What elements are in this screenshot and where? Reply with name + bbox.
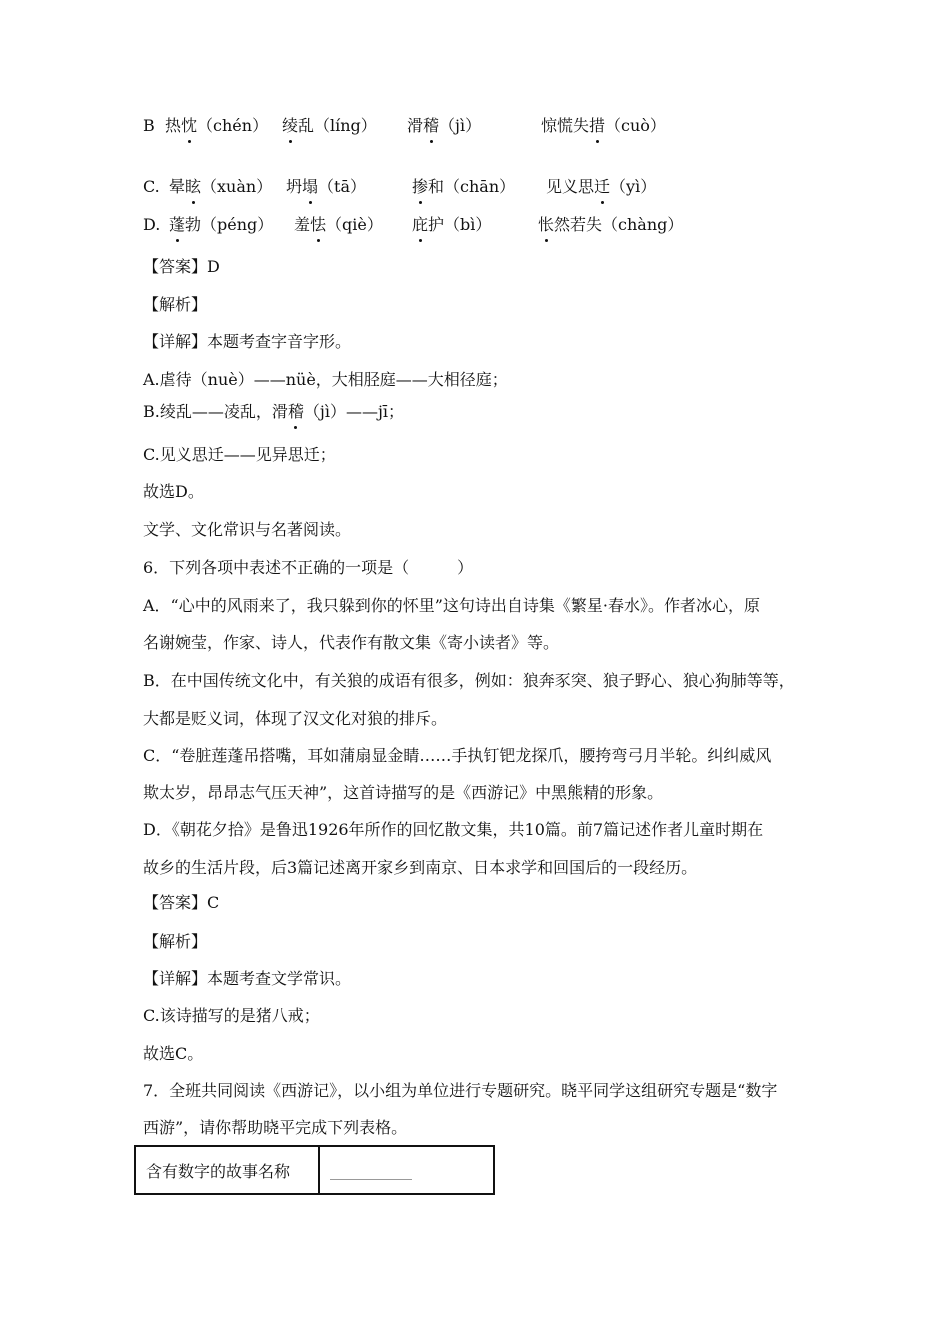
q6-analysis-line-c: C.该诗描写的是猪八戒； [143, 1006, 320, 1025]
q6-option-a-line2: 名谢婉莹，作家、诗人，代表作有散文集《寄小读者》等。 [143, 633, 560, 652]
q6-option-c-line1: C．“卷脏莲蓬吊搭嘴，耳如蒲扇显金睛……手执钉钯龙探爪，腰挎弯弓月半轮。纠纠威风 [143, 746, 772, 765]
q5-analysis-line-b: B.绫乱——凌乱，滑稽（jì）——jī； [143, 402, 405, 421]
q6-detail: 【详解】本题考查文学常识。 [143, 969, 352, 988]
q6-choice: 故选C。 [143, 1044, 204, 1063]
emphasis-dot-char: 稽 [287, 402, 304, 421]
option-item: 怅然若失（chàng） [538, 215, 684, 234]
q7-stem-line1: 7．全班共同阅读《西游记》，以小组为单位进行专题研究。晓平同学这组研究专题是“数字 [143, 1081, 778, 1100]
q5-analysis-line-c: C.见义思迁——见异思迁； [143, 445, 336, 464]
emphasis-dot-char: 怅 [538, 215, 555, 234]
table-row [135, 1146, 494, 1194]
option-item: 掺和（chān） [412, 177, 516, 196]
option-item: 惊慌失措（cuò） [541, 116, 666, 135]
q6-stem: 6．下列各项中表述不正确的一项是（ ） [143, 558, 474, 577]
option-item: 晕眩（xuàn） [169, 177, 273, 196]
q7-answer-table [134, 1145, 495, 1195]
option-item: 热忱（chén） [165, 116, 269, 135]
option-label: C. [143, 177, 160, 196]
option-item: 见义思迁（yì） [546, 177, 657, 196]
table-answer-cell [319, 1146, 494, 1194]
q5-answer: 【答案】D [143, 257, 220, 276]
q6-answer: 【答案】C [143, 893, 220, 912]
q6-option-d-line1: D．《朝花夕拾》是鲁迅1926年所作的回忆散文集，共10篇。前7篇记述作者儿童时期在 [143, 820, 764, 839]
q5-analysis-line-a: A.虐待（nuè）——nüè，大相胫庭——大相径庭； [143, 370, 508, 389]
q5-detail: 【详解】本题考查字音字形。 [143, 332, 352, 351]
option-item: 滑稽（jì） [407, 116, 482, 135]
table-label-cell: 含有数字的故事名称 [135, 1146, 319, 1194]
option-item: 庇护（bì） [412, 215, 492, 234]
emphasis-dot-char: 怯 [310, 215, 327, 234]
q6-option-b-line1: B．在中国传统文化中，有关狼的成语有很多，例如：狼奔豕突、狼子野心、狼心狗肺等等， [143, 671, 795, 690]
q6-option-b-line2: 大都是贬义词，体现了汉文化对狼的排斥。 [143, 709, 448, 728]
q6-option-a-line1: A．“心中的风雨来了，我只躲到你的怀里”这句诗出自诗集《繁星·春水》。作者冰心，原 [143, 596, 761, 615]
option-label: B [143, 116, 155, 135]
q6-analysis-heading: 【解析】 [143, 932, 208, 951]
emphasis-dot-char: 措 [589, 116, 606, 135]
emphasis-dot-char: 蓬 [169, 215, 186, 234]
emphasis-dot-char: 迁 [594, 177, 611, 196]
option-item: 绫乱（líng） [282, 116, 377, 135]
option-label: D. [143, 215, 161, 234]
emphasis-dot-char: 忱 [181, 116, 198, 135]
emphasis-dot-char: 绫 [282, 116, 299, 135]
option-item: 蓬勃（péng） [169, 215, 274, 234]
emphasis-dot-char: 塌 [302, 177, 319, 196]
emphasis-dot-char: 眩 [185, 177, 202, 196]
emphasis-dot-char: 庇 [412, 215, 429, 234]
q6-option-c-line2: 欺太岁，昂昂志气压天神”，这首诗描写的是《西游记》中黑熊精的形象。 [143, 783, 664, 802]
q6-option-d-line2: 故乡的生活片段，后3篇记述离开家乡到南京、日本求学和回国后的一段经历。 [143, 858, 698, 877]
option-item: 羞怯（qiè） [294, 215, 383, 234]
option-item: 坍塌（tā） [286, 177, 367, 196]
section-title: 文学、文化常识与名著阅读。 [143, 520, 352, 539]
emphasis-dot-char: 稽 [423, 116, 440, 135]
q5-choice: 故选D。 [143, 482, 204, 501]
q7-stem-line2: 西游”，请你帮助晓平完成下列表格。 [143, 1118, 408, 1137]
q5-analysis-heading: 【解析】 [143, 295, 208, 314]
emphasis-dot-char: 掺 [412, 177, 429, 196]
answer-blank-line [330, 1179, 412, 1180]
